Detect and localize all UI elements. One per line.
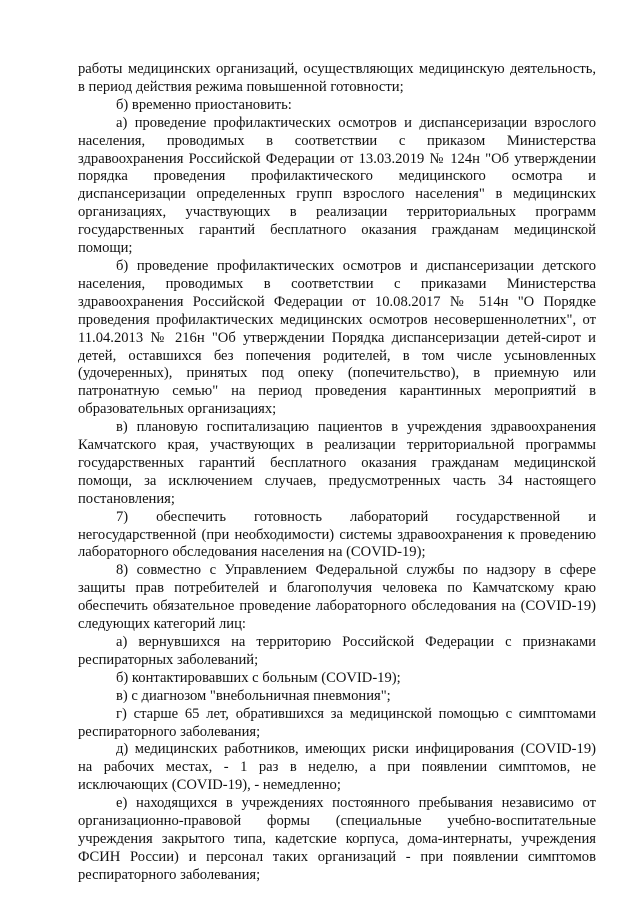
paragraph-item-7: 7) обеспечить готовность лабораторий государственной и негосударственной (при необходимости) системы здравоохранения к проведению лабораторного обследования населения на (COVID-19); — [78, 508, 596, 561]
paragraph-category-e: е) находящихся в учреждениях постоянного пребывания независимо от организационно-правовой формы (специальные учебно-воспитательные учреждения закрытого типа, кадетские корпуса, дома-интернаты, учреждения ФСИН России) и персонал таких организаций - при появлении симптомов респираторного заболевания; — [78, 795, 596, 883]
paragraph-category-b: б) контактировавших с больным (COVID-19); — [116, 669, 401, 686]
paragraph-subitem-a: а) проведение профилактических осмотров и диспансеризации взрослого населения, проводимых в соответствии с приказом Министерства здравоохранения Российской Федерации от 13.03.2019 № 124н "Об утверждении порядка проведения профилактического медицинского осмотра и диспансеризации определенных групп взрослого населения" в медицинских организациях, участвующих в реализации территориальных программ государственных гарантий бесплатного оказания гражданам медицинской помощи; — [78, 114, 596, 257]
paragraph-subitem-b: б) проведение профилактических осмотров и диспансеризации детского населения, проводимых в соответствии с приказами Министерства здравоохранения Российской Федерации от 10.08.2017 № 514н "О Порядке проведения профилактических медицинских осмотров несовершеннолетних", от 11.04.2013 № 216н "Об утверждении Порядка диспансеризации детей-сирот и детей, оставшихся без попечения родителей, в том числе усыновленных (удочеренных), принятых под опеку (попечительство), в приемную или патронатную семью" на период проведения карантинных мероприятий в образовательных организациях; — [78, 257, 596, 418]
paragraph-category-v: в) с диагнозом "внебольничная пневмония"; — [116, 687, 391, 704]
paragraph-item-8: 8) совместно с Управлением Федеральной службы по надзору в сфере защиты прав потребителей и благополучия человека по Камчатскому краю обеспечить обязательное проведение лабораторного обследования на (COVID-19) следующих категорий лиц: — [78, 562, 596, 633]
paragraph-category-a: а) вернувшихся на территорию Российской Федерации с признаками респираторных заболеваний; — [78, 634, 596, 668]
paragraph-category-d: д) медицинских работников, имеющих риски инфицирования (COVID-19) на рабочих местах, - 1 раз в неделю, а при появлении симптомов, не исключающих (COVID-19), - немедленно; — [78, 741, 596, 794]
paragraph-continuation: работы медицинских организаций, осуществляющих медицинскую деятельность, в период действия режима повышенной готовности; — [78, 61, 596, 95]
paragraph-subitem-v: в) плановую госпитализацию пациентов в учреждения здравоохранения Камчатского края, участвующих в реализации территориальной программы государственных гарантий бесплатного оказания гражданам медицинской помощи, за исключением случаев, предусмотренных часть 34 настоящего постановления; — [78, 419, 596, 507]
paragraph-item-b-suspend: б) временно приостановить: — [116, 96, 292, 113]
document-page — [78, 61, 596, 885]
paragraph-category-g: г) старше 65 лет, обратившихся за медицинской помощью с симптомами респираторного заболевания; — [78, 705, 596, 740]
